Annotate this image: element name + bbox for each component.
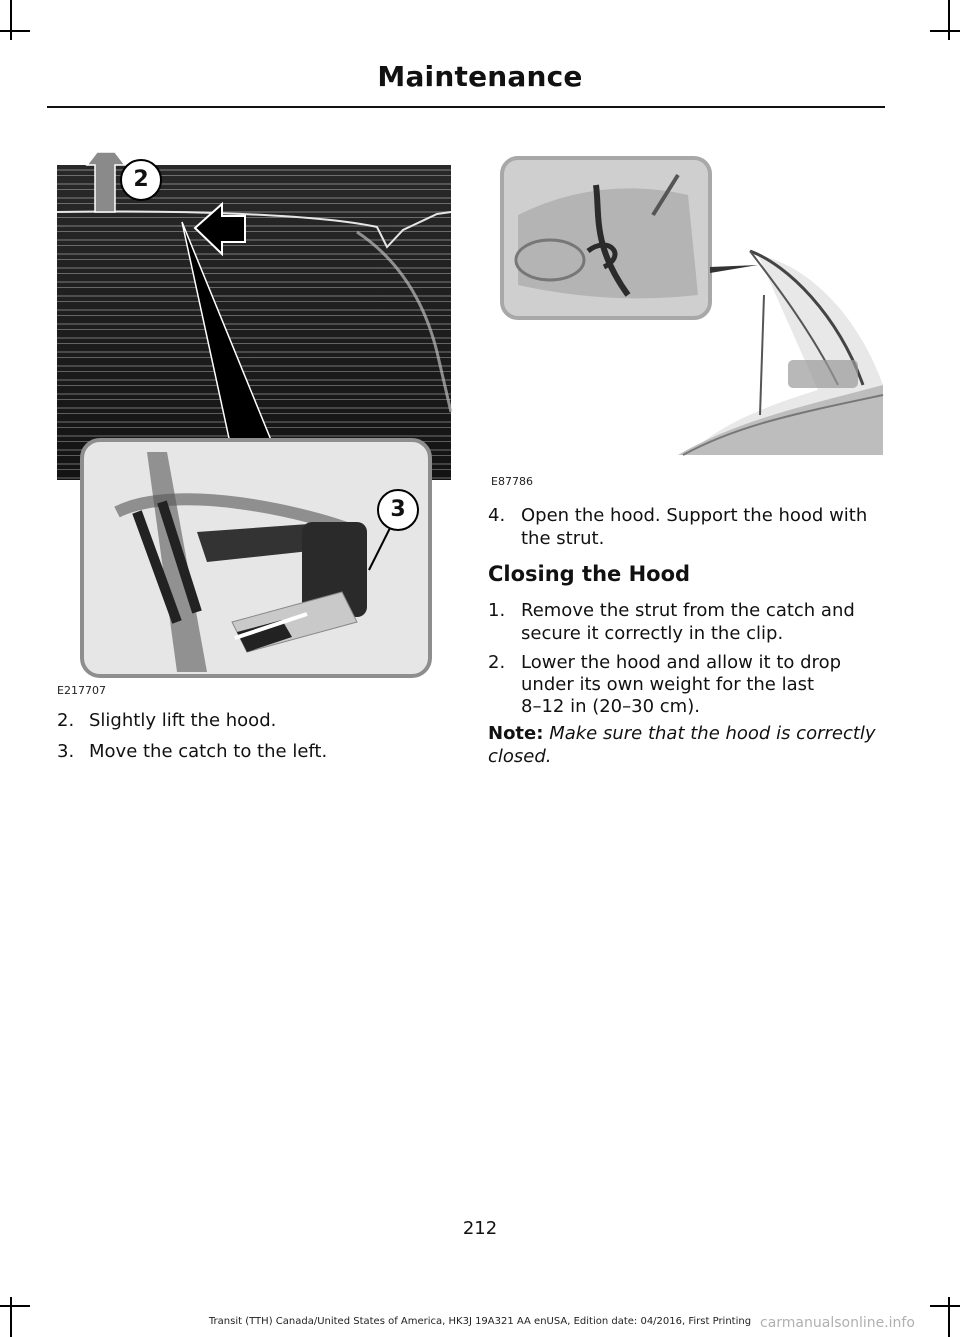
step-text: 8–12 in (20–30 cm). — [521, 696, 700, 717]
header-divider — [47, 106, 885, 108]
step-text: Open the hood. Support the hood with — [521, 505, 868, 526]
step-number: 3. — [57, 741, 75, 762]
hood-catch-illustration — [57, 152, 453, 682]
step-number: 1. — [488, 600, 506, 621]
page-title: Maintenance — [377, 60, 583, 93]
step-text: the strut. — [521, 528, 605, 549]
step-number: 2. — [57, 710, 75, 731]
list-item — [57, 740, 457, 764]
note-text: Make sure that the hood is correctly — [549, 723, 876, 744]
step-text: under its own weight for the last — [521, 674, 815, 695]
note-text: closed. — [488, 746, 552, 767]
figure-id: E217707 — [57, 684, 106, 697]
step-text: secure it correctly in the clip. — [521, 623, 784, 644]
step-text: Lower the hood and allow it to drop — [521, 652, 842, 673]
section-heading: Closing the Hood — [488, 562, 691, 586]
hood-strut-illustration — [488, 155, 888, 465]
note — [488, 722, 888, 768]
step-number: 4. — [488, 505, 506, 526]
crop-mark — [930, 1305, 960, 1307]
callout-2-label: 2 — [133, 167, 149, 192]
crop-mark — [0, 1305, 30, 1307]
step-text: Move the catch to the left. — [89, 741, 328, 762]
list-item — [488, 504, 888, 554]
list-item — [57, 709, 457, 733]
watermark: carmanualsonline.info — [760, 1315, 915, 1331]
callout-3-label: 3 — [390, 497, 406, 522]
step-text: Slightly lift the hood. — [89, 710, 277, 731]
crop-mark — [0, 30, 30, 32]
step-number: 2. — [488, 652, 506, 673]
note-label: Note: — [488, 723, 544, 744]
crop-mark — [930, 30, 960, 32]
footer-text: Transit (TTH) Canada/United States of America, HK3J 19A321 AA enUSA, Edition date: 04/2016, First Printing — [208, 1316, 752, 1327]
figure-id: E87786 — [491, 475, 533, 488]
page-number: 212 — [462, 1218, 498, 1239]
list-item — [488, 599, 888, 649]
crop-mark — [10, 0, 12, 40]
crop-mark — [948, 0, 950, 40]
list-item — [488, 651, 888, 723]
step-text: Remove the strut from the catch and — [521, 600, 855, 621]
